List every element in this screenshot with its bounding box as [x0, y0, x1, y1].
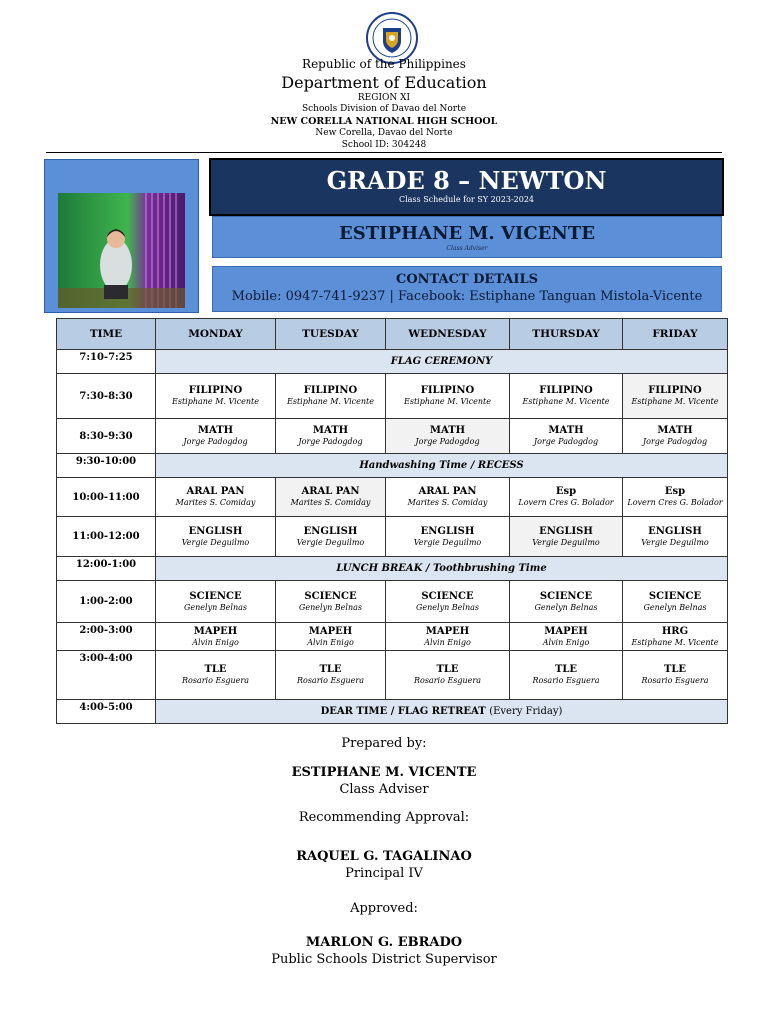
class-cell	[510, 581, 623, 623]
time-cell: 11:00-12:00	[57, 517, 156, 557]
subject-label: Esp	[555, 486, 577, 497]
subject-label: ARAL PAN	[301, 486, 360, 497]
teacher-label: Lovern Cres G. Bolador	[627, 498, 723, 507]
subject-label: ARAL PAN	[418, 486, 477, 497]
teacher-label: Estiphane M. Vicente	[522, 397, 610, 406]
class-cell	[510, 478, 623, 517]
lunch-band: LUNCH BREAK / Toothbrushing Time	[156, 557, 728, 581]
subject-label: FILIPINO	[539, 385, 593, 396]
class-cell	[510, 374, 623, 419]
class-cell	[510, 517, 623, 557]
subject-label: ENGLISH	[420, 525, 475, 537]
subject-label: MATH	[548, 425, 584, 436]
contact-details: Mobile: 0947-741-9237 | Facebook: Estiphane Tanguan Mistola-Vicente	[231, 289, 703, 304]
subject-label: MAPEH	[308, 625, 353, 637]
teacher-label: Marites S. Comiday	[407, 498, 488, 507]
subject-label: TLE	[436, 664, 459, 675]
adviser-name: ESTIPHANE M. VICENTE	[339, 223, 595, 244]
class-cell	[386, 651, 510, 700]
time-cell: 2:00-3:00	[57, 623, 156, 651]
time-cell: 1:00-2:00	[57, 581, 156, 623]
class-cell	[156, 651, 276, 700]
teacher-label: Rosario Esguera	[413, 676, 481, 685]
teacher-label: Estiphane M. Vicente	[631, 397, 719, 406]
header-region: REGION XI	[357, 93, 411, 103]
teacher-label: Jorge Padogdog	[183, 437, 248, 446]
flag-retreat-note: (Every Friday)	[489, 706, 563, 717]
subject-label: ENGLISH	[539, 525, 593, 537]
table-row	[57, 350, 728, 374]
class-cell	[623, 581, 728, 623]
subject-label: MAPEH	[425, 625, 470, 637]
table-row	[57, 478, 728, 517]
subject-label: TLE	[319, 664, 342, 675]
time-cell: 4:00-5:00	[57, 700, 156, 724]
subject-label: SCIENCE	[189, 590, 242, 602]
class-cell	[276, 651, 386, 700]
recommending-role: Principal IV	[345, 866, 423, 881]
table-row	[57, 651, 728, 700]
class-cell	[156, 374, 276, 419]
class-title-banner	[209, 158, 724, 216]
class-subtitle: Class Schedule for SY 2023-2024	[398, 195, 535, 204]
class-cell	[276, 419, 386, 454]
teacher-label: Vergie Deguilmo	[532, 537, 600, 547]
teacher-label: Genelyn Belnas	[299, 602, 362, 612]
header-department: Department of Education	[281, 73, 487, 92]
subject-label: SCIENCE	[648, 590, 702, 602]
subject-label: ARAL PAN	[186, 486, 245, 497]
class-cell	[510, 419, 623, 454]
teacher-label: Marites S. Comiday	[290, 498, 371, 507]
flag-ceremony-band: FLAG CEREMONY	[156, 350, 728, 374]
prepared-by-role: Class Adviser	[339, 782, 429, 797]
contact-banner	[212, 266, 722, 312]
recommending-label: Recommending Approval:	[298, 810, 470, 825]
teacher-label: Rosario Esguera	[296, 676, 364, 685]
teacher-label: Jorge Padogdog	[298, 437, 363, 446]
subject-label: FILIPINO	[303, 385, 358, 396]
time-cell: 8:30-9:30	[57, 419, 156, 454]
time-cell: 7:10-7:25	[57, 350, 156, 374]
teacher-label: Marites S. Comiday	[175, 498, 256, 507]
header-time: TIME	[57, 319, 156, 350]
teacher-label: Alvin Enigo	[307, 637, 354, 647]
subject-label: MATH	[657, 425, 693, 436]
adviser-photo	[58, 193, 185, 308]
class-cell	[386, 478, 510, 517]
class-cell	[510, 623, 623, 651]
teacher-label: Estiphane M. Vicente	[404, 397, 491, 406]
teacher-label: Vergie Deguilmo	[413, 537, 482, 547]
subject-label: TLE	[204, 664, 227, 675]
subject-label: ENGLISH	[188, 525, 243, 537]
schedule-table	[56, 318, 728, 724]
contact-title: CONTACT DETAILS	[396, 272, 538, 287]
schedule-header-row	[57, 319, 728, 350]
subject-label: HRG	[661, 625, 689, 637]
class-cell	[276, 623, 386, 651]
subject-label: FILIPINO	[188, 385, 243, 396]
header-thursday: THURSDAY	[510, 319, 623, 350]
teacher-label: Vergie Deguilmo	[181, 537, 250, 547]
header-monday: MONDAY	[156, 319, 276, 350]
class-cell	[386, 623, 510, 651]
subject-label: FILIPINO	[420, 385, 475, 396]
teacher-label: Estiphane M. Vicente	[287, 397, 374, 406]
approved-label: Approved:	[350, 901, 418, 916]
class-cell	[510, 651, 623, 700]
header-address: New Corella, Davao del Norte	[315, 128, 453, 138]
subject-label: MATH	[429, 425, 466, 436]
time-cell: 3:00-4:00	[57, 651, 156, 700]
teacher-label: Jorge Padogdog	[533, 437, 599, 446]
class-cell	[156, 623, 276, 651]
class-cell	[386, 374, 510, 419]
subject-label: TLE	[554, 664, 578, 675]
subject-label: SCIENCE	[539, 590, 593, 602]
teacher-label: Rosario Esguera	[532, 676, 600, 685]
table-row	[57, 581, 728, 623]
subject-label: MAPEH	[544, 625, 588, 637]
class-cell	[386, 517, 510, 557]
header-division: Schools Division of Davao del Norte	[301, 104, 467, 114]
teacher-label: Alvin Enigo	[424, 637, 471, 647]
recess-band: Handwashing Time / RECESS	[156, 454, 728, 478]
class-cell	[623, 419, 728, 454]
class-cell	[156, 581, 276, 623]
teacher-label: Lovern Cres G. Bolador	[518, 498, 614, 507]
subject-label: ENGLISH	[648, 525, 702, 537]
header-tuesday: TUESDAY	[276, 319, 386, 350]
time-cell: 9:30-10:00	[57, 454, 156, 478]
class-cell	[386, 419, 510, 454]
time-cell: 12:00-1:00	[57, 557, 156, 581]
table-row	[57, 517, 728, 557]
class-cell	[156, 517, 276, 557]
teacher-label: Estiphane M. Vicente	[631, 637, 719, 647]
teacher-label: Genelyn Belnas	[184, 602, 247, 612]
table-row	[57, 419, 728, 454]
class-cell	[623, 623, 728, 651]
header-school-id: School ID: 304248	[341, 140, 427, 150]
adviser-role: Class Adviser	[446, 245, 488, 252]
teacher-label: Vergie Deguilmo	[641, 537, 709, 547]
approved-role: Public Schools District Supervisor	[271, 952, 497, 967]
class-cell	[276, 374, 386, 419]
teacher-label: Rosario Esguera	[181, 676, 249, 685]
teacher-label: Genelyn Belnas	[534, 602, 598, 612]
teacher-label: Jorge Padogdog	[642, 437, 708, 446]
table-row	[57, 454, 728, 478]
recommending-name: RAQUEL G. TAGALINAO	[296, 849, 472, 864]
teacher-label: Estiphane M. Vicente	[172, 397, 259, 406]
time-cell: 10:00-11:00	[57, 478, 156, 517]
header-friday: FRIDAY	[623, 319, 728, 350]
class-cell	[623, 517, 728, 557]
header-wednesday: WEDNESDAY	[386, 319, 510, 350]
approved-name: MARLON G. EBRADO	[305, 935, 463, 950]
class-cell	[156, 478, 276, 517]
class-cell	[623, 651, 728, 700]
teacher-label: Genelyn Belnas	[416, 602, 479, 612]
subject-label: Esp	[664, 486, 686, 497]
prepared-by-label: Prepared by:	[341, 736, 427, 751]
header-republic: Republic of the Philippines	[302, 57, 466, 71]
table-row	[57, 374, 728, 419]
class-title: GRADE 8 – NEWTON	[326, 166, 607, 195]
time-cell: 7:30-8:30	[57, 374, 156, 419]
flag-retreat-label: DEAR TIME / FLAG RETREAT	[320, 706, 486, 717]
class-cell	[156, 419, 276, 454]
teacher-label: Alvin Enigo	[542, 637, 590, 647]
subject-label: MAPEH	[193, 625, 238, 637]
class-cell	[276, 517, 386, 557]
adviser-photo-panel	[44, 159, 199, 313]
class-cell	[623, 374, 728, 419]
teacher-label: Rosario Esguera	[641, 676, 709, 685]
subject-label: SCIENCE	[304, 590, 357, 602]
teacher-label: Jorge Padogdog	[415, 437, 480, 446]
class-cell	[623, 478, 728, 517]
flag-retreat-band	[156, 700, 728, 724]
teacher-label: Genelyn Belnas	[643, 602, 707, 612]
subject-label: TLE	[663, 664, 687, 675]
header-divider	[46, 152, 722, 153]
prepared-by-name: ESTIPHANE M. VICENTE	[291, 765, 477, 780]
adviser-banner	[212, 216, 722, 258]
table-row	[57, 700, 728, 724]
teacher-label: Vergie Deguilmo	[296, 537, 365, 547]
class-cell	[276, 581, 386, 623]
subject-label: MATH	[197, 425, 234, 436]
subject-label: ENGLISH	[303, 525, 358, 537]
teacher-label: Alvin Enigo	[192, 637, 239, 647]
table-row	[57, 557, 728, 581]
class-cell	[386, 581, 510, 623]
table-row	[57, 623, 728, 651]
header-school: NEW CORELLA NATIONAL HIGH SCHOOL	[270, 116, 498, 127]
subject-label: MATH	[312, 425, 349, 436]
subject-label: SCIENCE	[421, 590, 474, 602]
class-cell	[276, 478, 386, 517]
subject-label: FILIPINO	[648, 385, 702, 396]
